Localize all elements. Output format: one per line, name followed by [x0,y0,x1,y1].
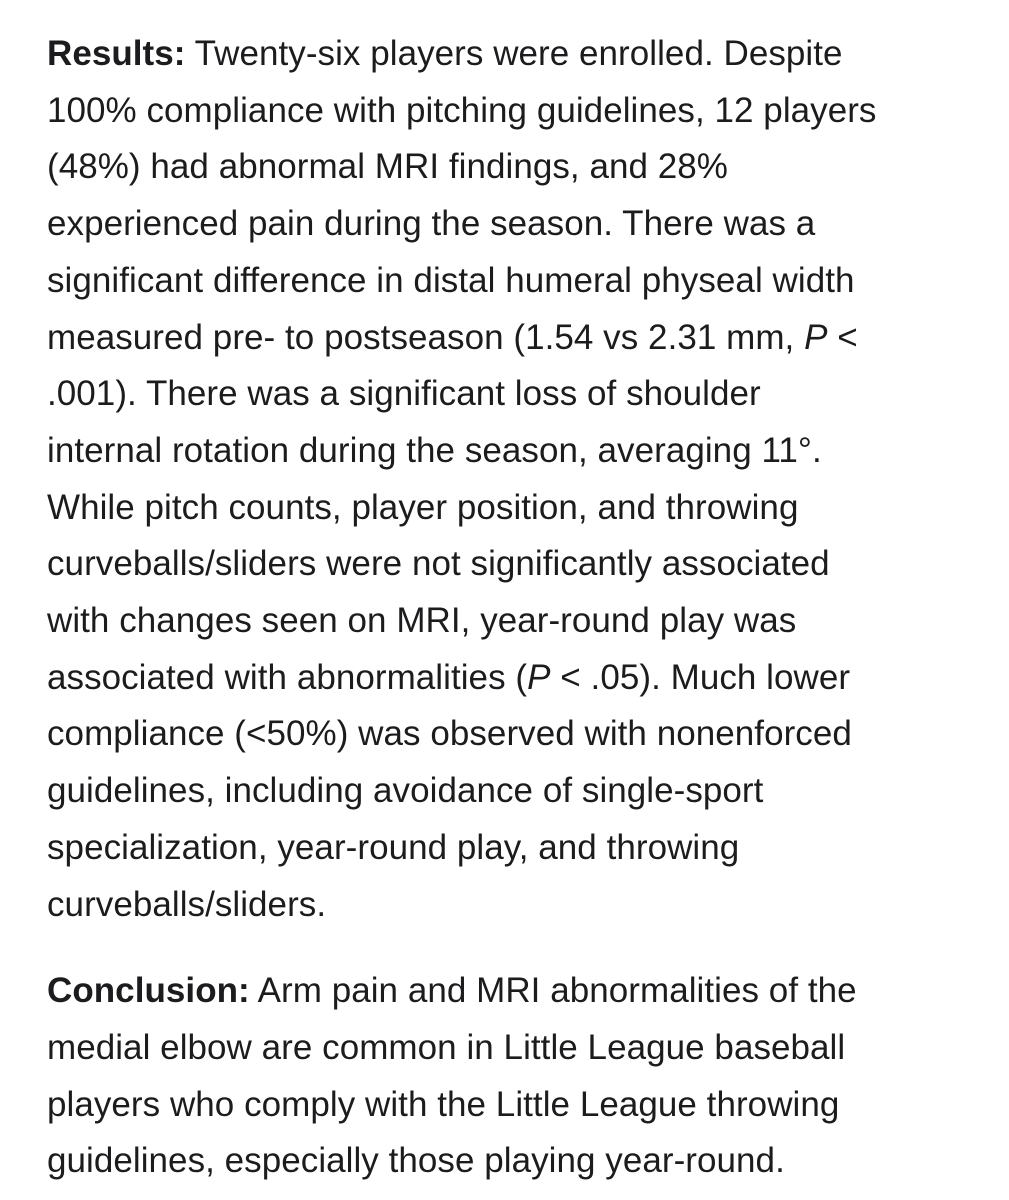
conclusion-section [47,963,1009,1190]
results-text: curveballs/sliders. [47,884,327,924]
results-text: specialization, year-round play, and throwing [47,827,740,867]
results-text: 100% compliance with pitching guidelines, 12 players [47,90,877,130]
results-section [47,26,1009,933]
results-text: internal rotation during the season, averaging 11°. [47,430,822,470]
conclusion-text: Arm pain and MRI abnormalities of the [257,971,857,1011]
conclusion-text: guidelines, especially those playing year-round. [47,1141,785,1181]
results-text: Twenty-six players were enrolled. Despite [194,34,843,73]
results-text: .001). There was a significant loss of shoulder [47,374,761,414]
conclusion-label: Conclusion: [47,971,250,1011]
results-text: < [827,317,858,357]
results-text: < .05). Much lower [550,657,851,697]
results-text: associated with abnormalities ( [47,657,528,697]
results-paragraph [47,26,1009,933]
results-text: compliance (<50%) was observed with nonenforced [47,714,852,754]
results-label: Results: [47,34,186,73]
results-text: (48%) had abnormal MRI findings, and 28% [47,147,728,187]
conclusion-text: players who comply with the Little League throwing [47,1084,840,1124]
results-text: experienced pain during the season. There was a [47,204,816,244]
results-text: guidelines, including avoidance of single-sport [47,771,764,811]
results-text: curveballs/sliders were not significantly associated [47,544,830,584]
results-text: measured pre- to postseason (1.54 vs 2.31 mm, [47,317,805,357]
results-text: with changes seen on MRI, year-round play was [47,601,797,641]
results-text: While pitch counts, player position, and throwing [47,487,799,527]
conclusion-paragraph [47,963,1009,1190]
results-text: significant difference in distal humeral physeal width [47,260,855,300]
conclusion-text: medial elbow are common in Little League baseball [47,1027,846,1067]
p-value-symbol: P [804,317,828,357]
p-value-symbol: P [527,657,551,697]
